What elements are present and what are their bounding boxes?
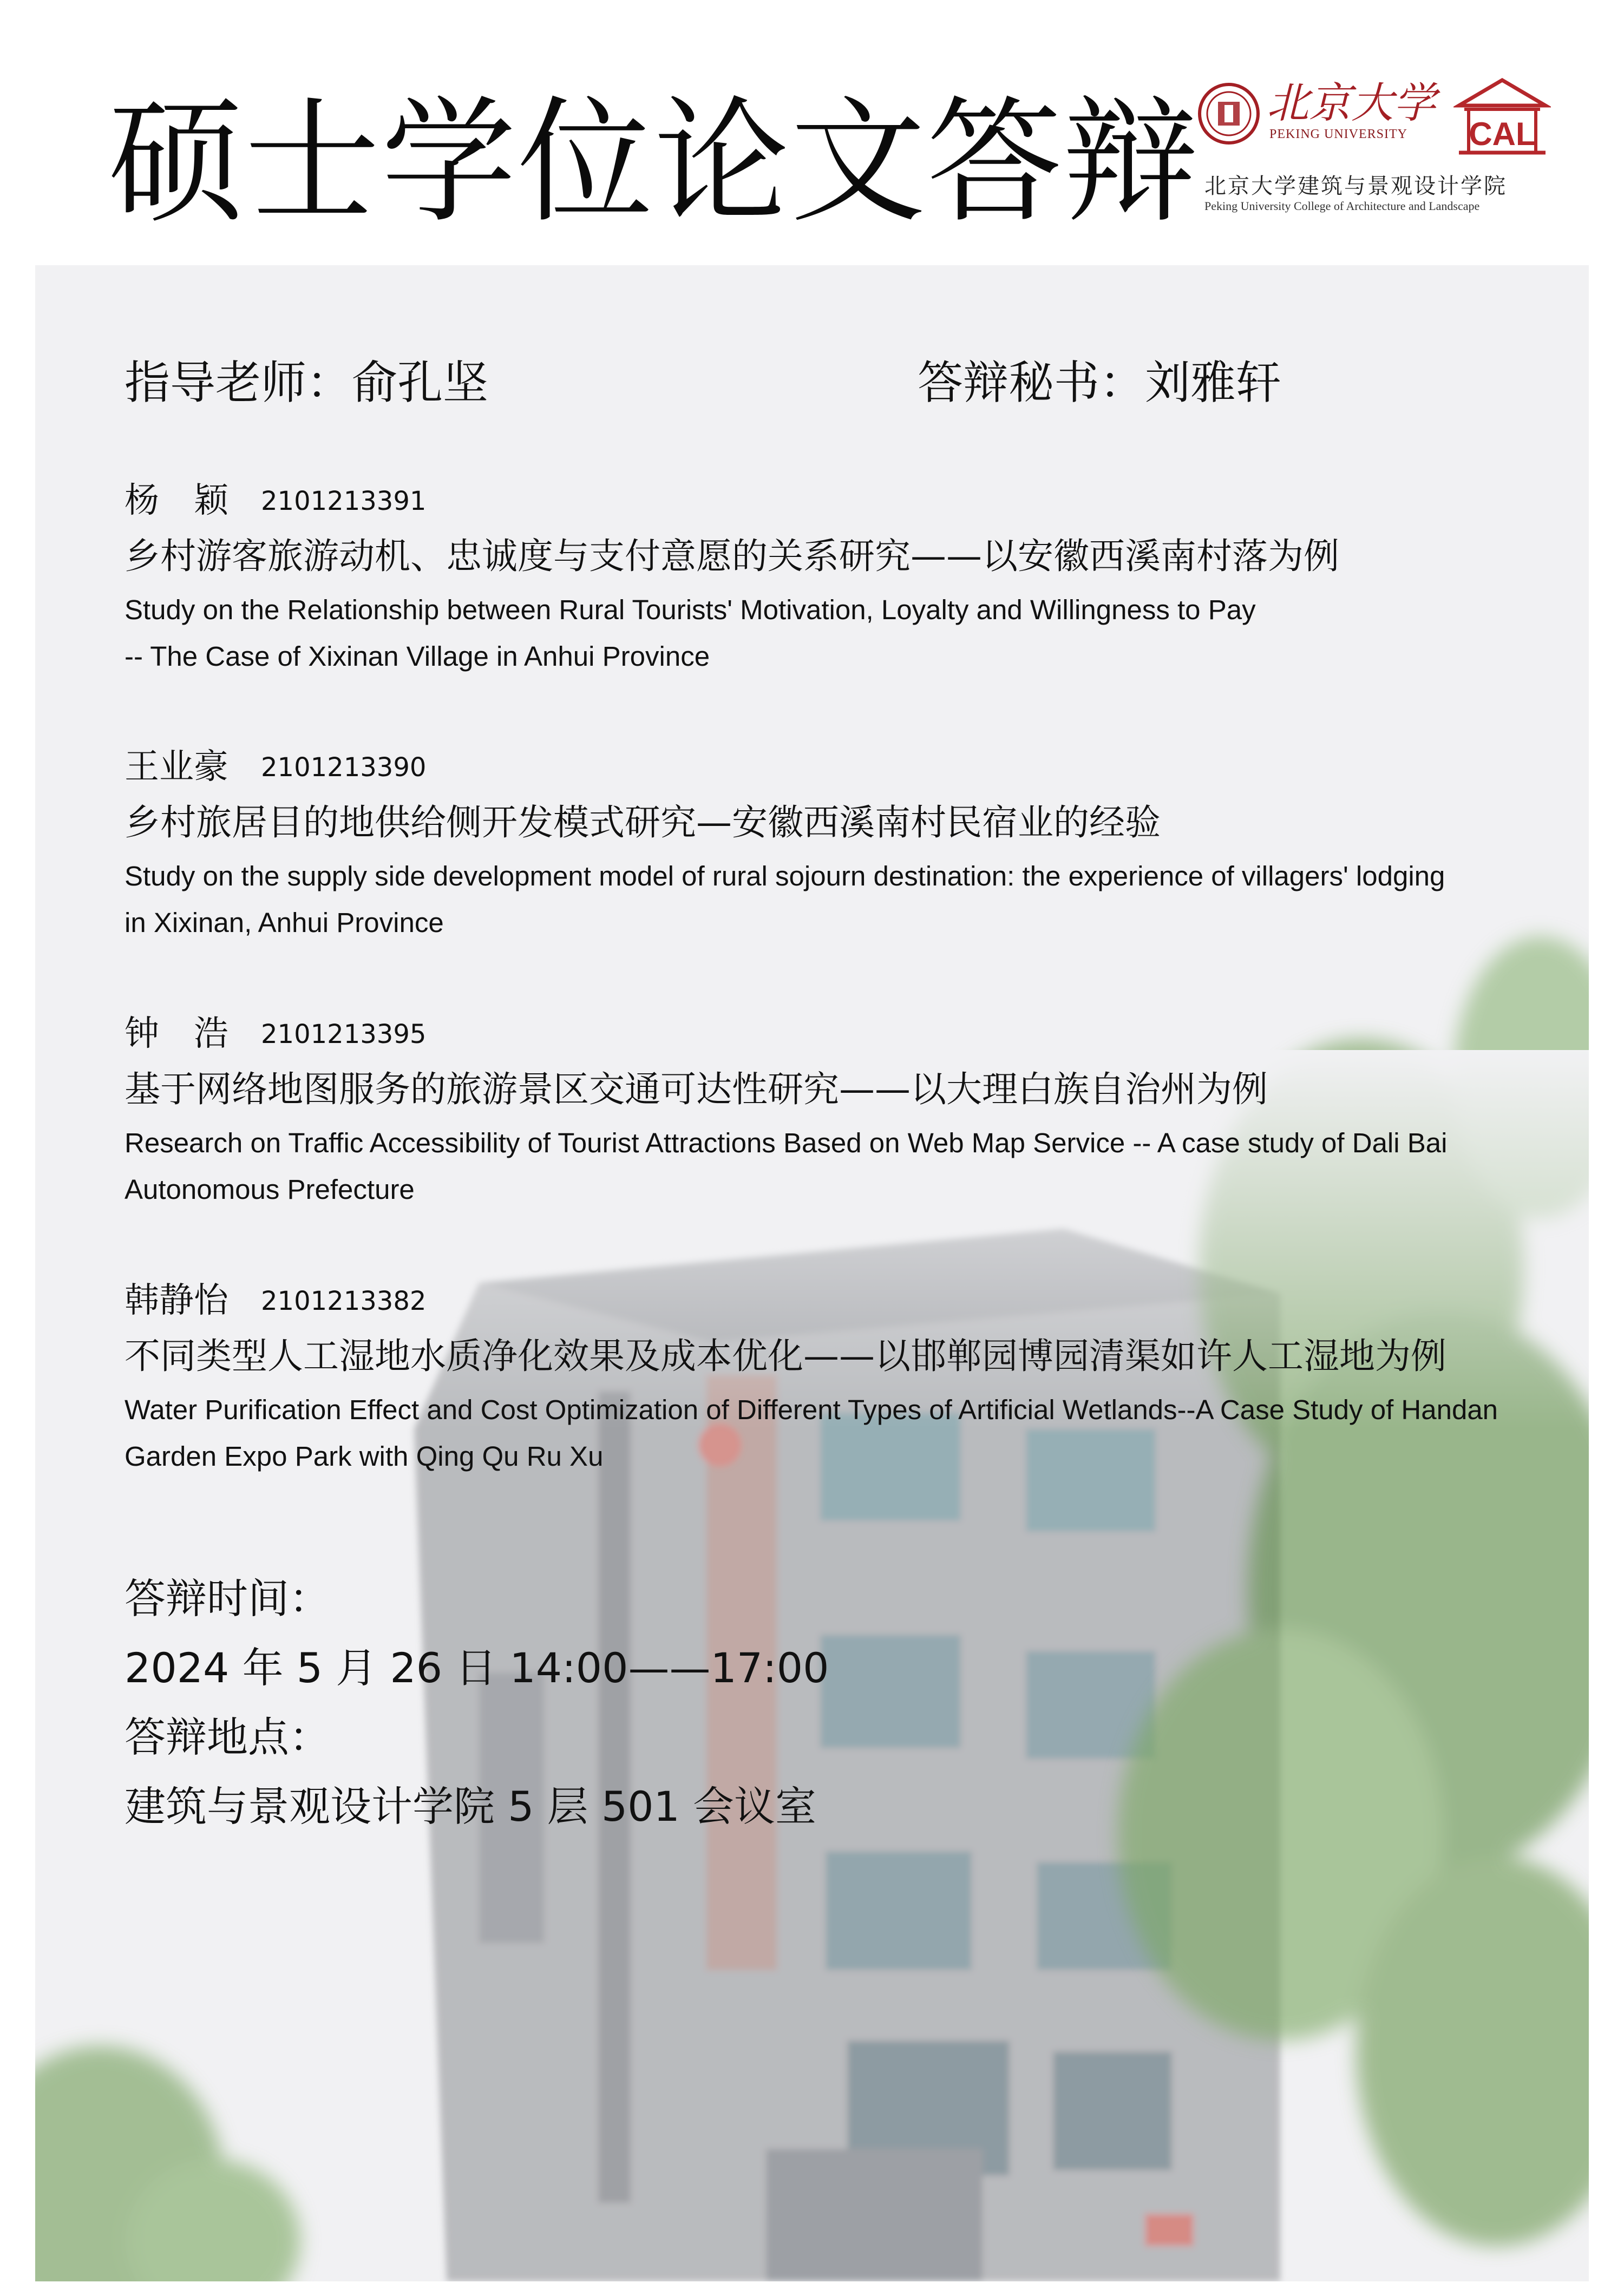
student-name: 王业豪 — [125, 747, 228, 787]
cal-logo — [1453, 76, 1551, 157]
thesis-title-cn: 乡村旅居目的地供给侧开发模式研究—安徽西溪南村民宿业的经验 — [125, 802, 1161, 843]
student-id: 2101213382 — [261, 1286, 427, 1316]
thesis-title-en — [125, 1120, 1554, 1213]
student-name: 钟 浩 — [125, 1014, 228, 1054]
place-label: 答辩地点： — [125, 1713, 330, 1761]
page-title: 硕士学位论文答辩 — [108, 83, 1200, 241]
thesis-title-en-line2: Autonomous Prefecture — [125, 1174, 415, 1205]
college-name-en: Peking University College of Architecture and Landscape — [1204, 199, 1480, 213]
pku-name-en: PEKING UNIVERSITY — [1269, 127, 1407, 141]
student-id: 2101213395 — [261, 1019, 427, 1049]
student-entry — [125, 1009, 1554, 1213]
advisor-label: 指导老师： — [125, 356, 352, 409]
thesis-title-en — [125, 587, 1554, 680]
pku-seal-logo — [1196, 81, 1261, 146]
student-entry — [125, 743, 1554, 946]
pku-name-cn: 北京大学 — [1267, 79, 1436, 128]
logo-area — [1196, 76, 1564, 227]
thesis-title-en-line1: Study on the Relationship between Rural Tourists' Motivation, Loyalty and Willingness to Pay — [125, 594, 1256, 625]
student-id: 2101213390 — [261, 752, 427, 783]
student-entry — [125, 1276, 1554, 1480]
secretary-label: 答辩秘书： — [918, 356, 1145, 409]
thesis-title-en-line1: Research on Traffic Accessibility of Tourist Attractions Based on Web Map Service -- A case study of Dali Bai — [125, 1127, 1448, 1158]
thesis-title-en-line2: in Xixinan, Anhui Province — [125, 907, 444, 938]
thesis-title-en-line2: Garden Expo Park with Qing Qu Ru Xu — [125, 1441, 604, 1472]
student-name: 韩静怡 — [125, 1281, 228, 1321]
thesis-title-en-line1: Study on the supply side development model of rural sojourn destination: the experience of villagers' lodging — [125, 861, 1445, 891]
thesis-title-en — [125, 853, 1554, 946]
thesis-title-en-line1: Water Purification Effect and Cost Optimization of Different Types of Artificial Wetlands--A Case Study of Handan — [125, 1394, 1498, 1425]
thesis-title-en — [125, 1387, 1554, 1480]
secretary-row — [918, 346, 1281, 412]
thesis-title-en-line2: -- The Case of Xixinan Village in Anhui Province — [125, 641, 710, 672]
content-panel — [35, 265, 1589, 2281]
place-value: 建筑与景观设计学院 5 层 501 会议室 — [125, 1782, 817, 1831]
college-name-cn: 北京大学建筑与景观设计学院 — [1204, 174, 1507, 199]
student-entry — [125, 476, 1554, 680]
secretary-name: 刘雅轩 — [1145, 356, 1282, 409]
content — [35, 265, 1589, 2281]
student-id: 2101213391 — [261, 486, 427, 516]
thesis-title-cn: 基于网络地图服务的旅游景区交通可达性研究——以大理白族自治州为例 — [125, 1068, 1268, 1110]
advisor-row — [125, 346, 488, 412]
student-name: 杨 颖 — [125, 481, 228, 521]
thesis-title-cn: 乡村游客旅游动机、忠诚度与支付意愿的关系研究——以安徽西溪南村落为例 — [125, 535, 1339, 577]
advisor-name: 俞孔坚 — [352, 356, 489, 409]
time-value: 2024 年 5 月 26 日 14:00——17:00 — [125, 1644, 829, 1692]
thesis-title-cn: 不同类型人工湿地水质净化效果及成本优化——以邯郸园博园清渠如许人工湿地为例 — [125, 1335, 1446, 1377]
svg-text:CAL: CAL — [1469, 116, 1536, 152]
schedule-info — [125, 1564, 829, 1841]
time-label: 答辩时间： — [125, 1575, 330, 1623]
